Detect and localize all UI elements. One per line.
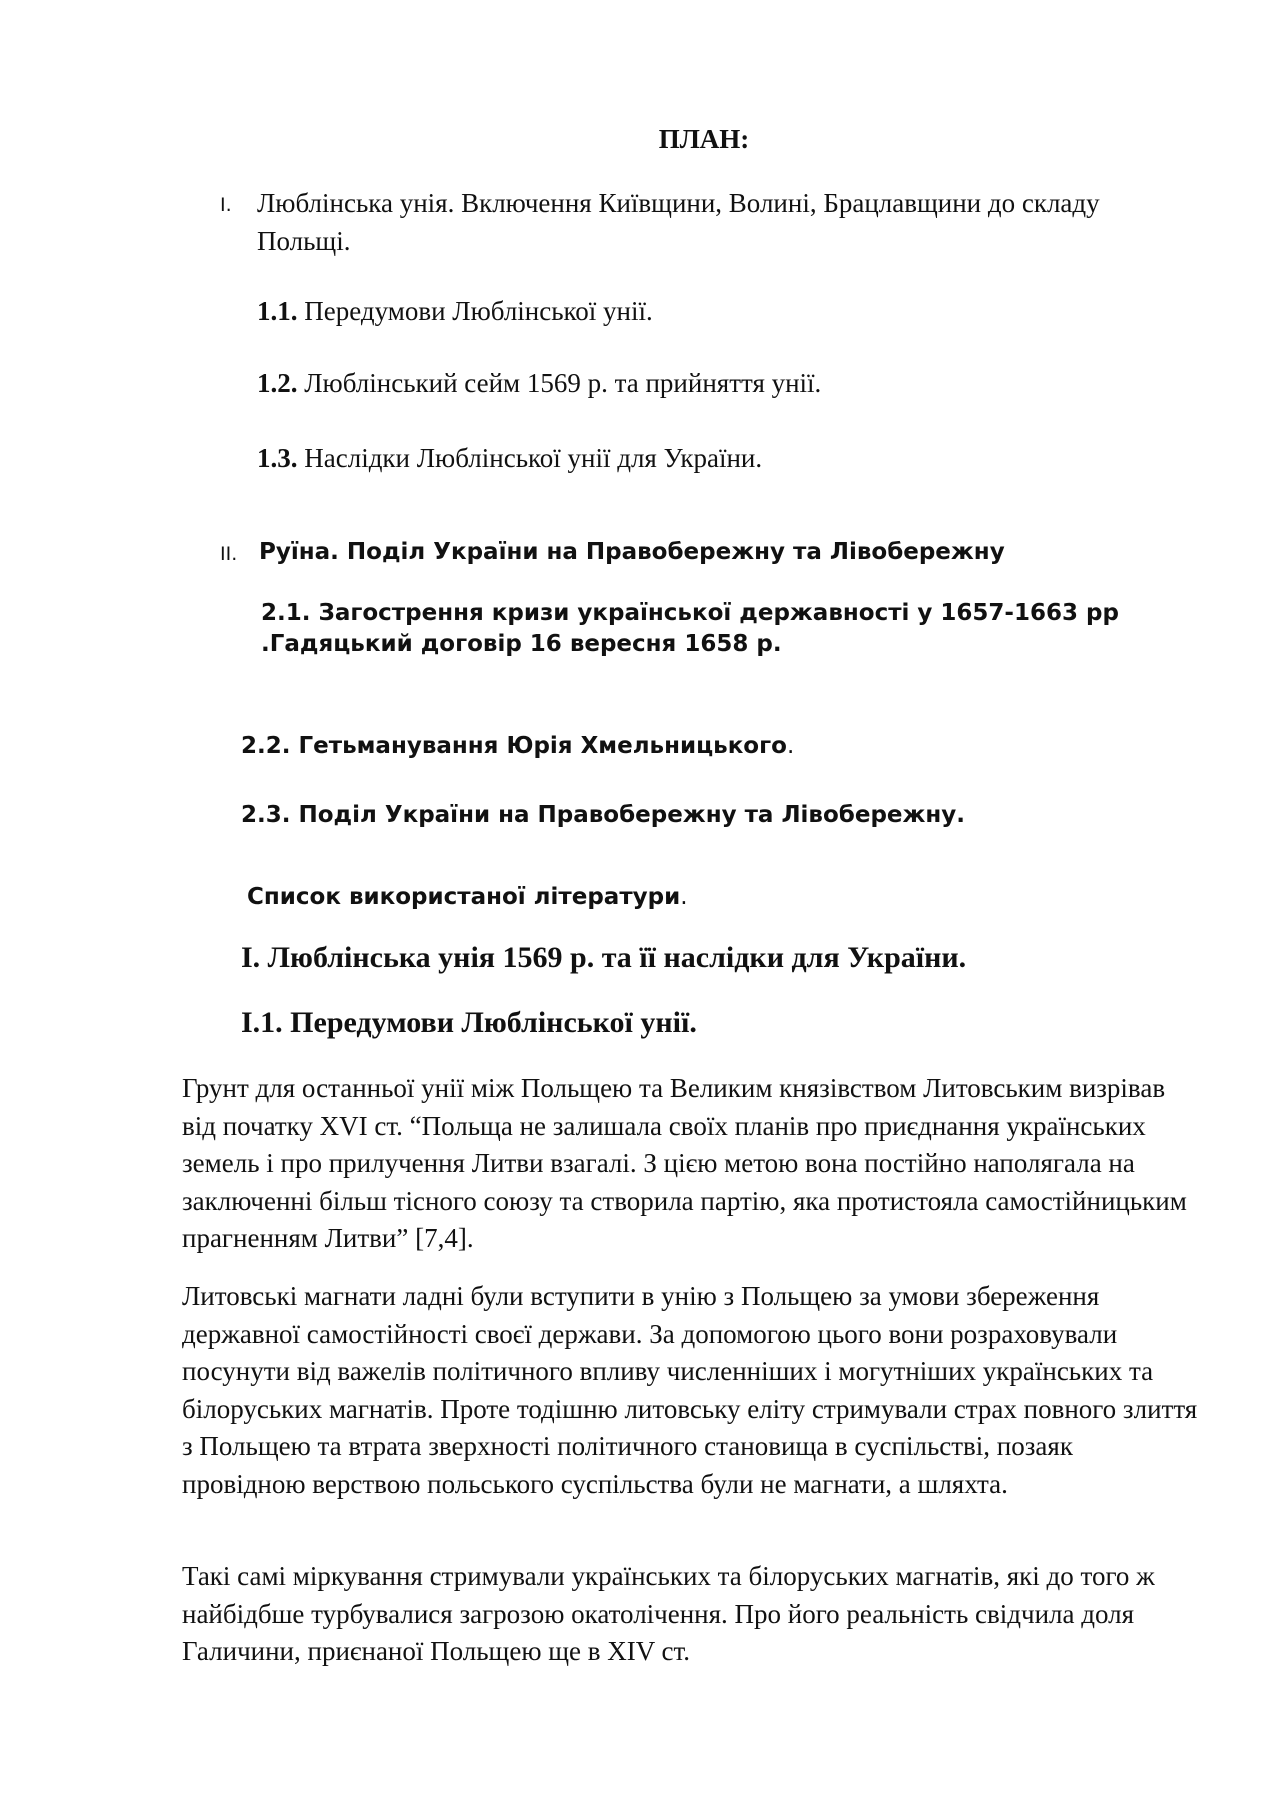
- list-marker-i: I.: [220, 194, 232, 216]
- plan-subitem-1-2: [257, 368, 821, 399]
- plan-subitem-2-1: 2.1. Загострення кризи української державності у 1657-1663 рр .Гадяцький договір 16 вересня 1658 р.: [261, 600, 1119, 657]
- plan-item-2: Руїна. Поділ України на Правобережну та Лівобережну: [259, 539, 1005, 565]
- subitem-dot: .: [786, 733, 795, 759]
- subitem-text: 2.2. Гетьманування Юрія Хмельницького: [241, 733, 787, 759]
- literature-text: Список використаної літератури: [247, 884, 681, 910]
- literature-dot: .: [680, 884, 688, 910]
- plan-subitem-1-3: [257, 443, 762, 474]
- subitem-text: Люблінський сейм 1569 р. та прийняття унії.: [297, 368, 822, 398]
- subitem-number: 1.1.: [257, 296, 298, 326]
- plan-title: ПЛАН:: [658, 124, 750, 154]
- subitem-number: 1.2.: [257, 368, 298, 398]
- subitem-number: 1.3.: [257, 443, 298, 473]
- body-paragraph-3: Такі самі міркування стримували українських та білоруських магнатів, які до того ж найбідбше турбувалися загрозою окатолічення. Про його реальність свідчила доля Галичини, приєнаної Польщею ще в XIV ст.: [182, 1561, 1155, 1666]
- subsection-heading: І.1. Передумови Люблінської унії.: [241, 1006, 697, 1039]
- body-paragraph-2: Литовські магнати ладні були вступити в унію з Польщею за умови збереження державної самостійності своєї держави. За допомогою цього вони розраховували посунути від важелів політичного впливу численніших і могутніших українських та білоруських магнатів. Проте тодішню литовську еліту стримували страх повного злиття з Польщею та втрата зверхності політичного становища в суспільстві, позаяк провідною верствою польського суспільства були не магнати, а шляхта.: [182, 1281, 1198, 1499]
- plan-item-1: Люблінська унія. Включення Київщини, Волині, Брацлавщини до складу Польщі.: [257, 188, 1100, 256]
- section-heading: І. Люблінська унія 1569 р. та її наслідки для України.: [241, 941, 967, 974]
- subitem-text: Передумови Люблінської унії.: [297, 296, 653, 326]
- plan-subitem-1-1: [257, 296, 653, 327]
- subitem-text: Наслідки Люблінської унії для України.: [297, 443, 763, 473]
- body-paragraph-1: Грунт для останньої унії між Польщею та Великим князівством Литовським визрівав від початку XVI ст. “Польща не залишала своїх планів про приєднання українських земель і про прилучення Литви взагалі. З цією метою вона постійно наполягала на заключенні більш тісного союзу та створила партію, яка протистояла самостійницьким прагненням Литви” [7,4].: [182, 1073, 1187, 1253]
- plan-subitem-2-3: 2.3. Поділ України на Правобережну та Лівобережну.: [241, 802, 966, 828]
- literature-title: [247, 884, 688, 910]
- plan-subitem-2-2: [241, 733, 794, 759]
- list-marker-ii: II.: [220, 543, 238, 565]
